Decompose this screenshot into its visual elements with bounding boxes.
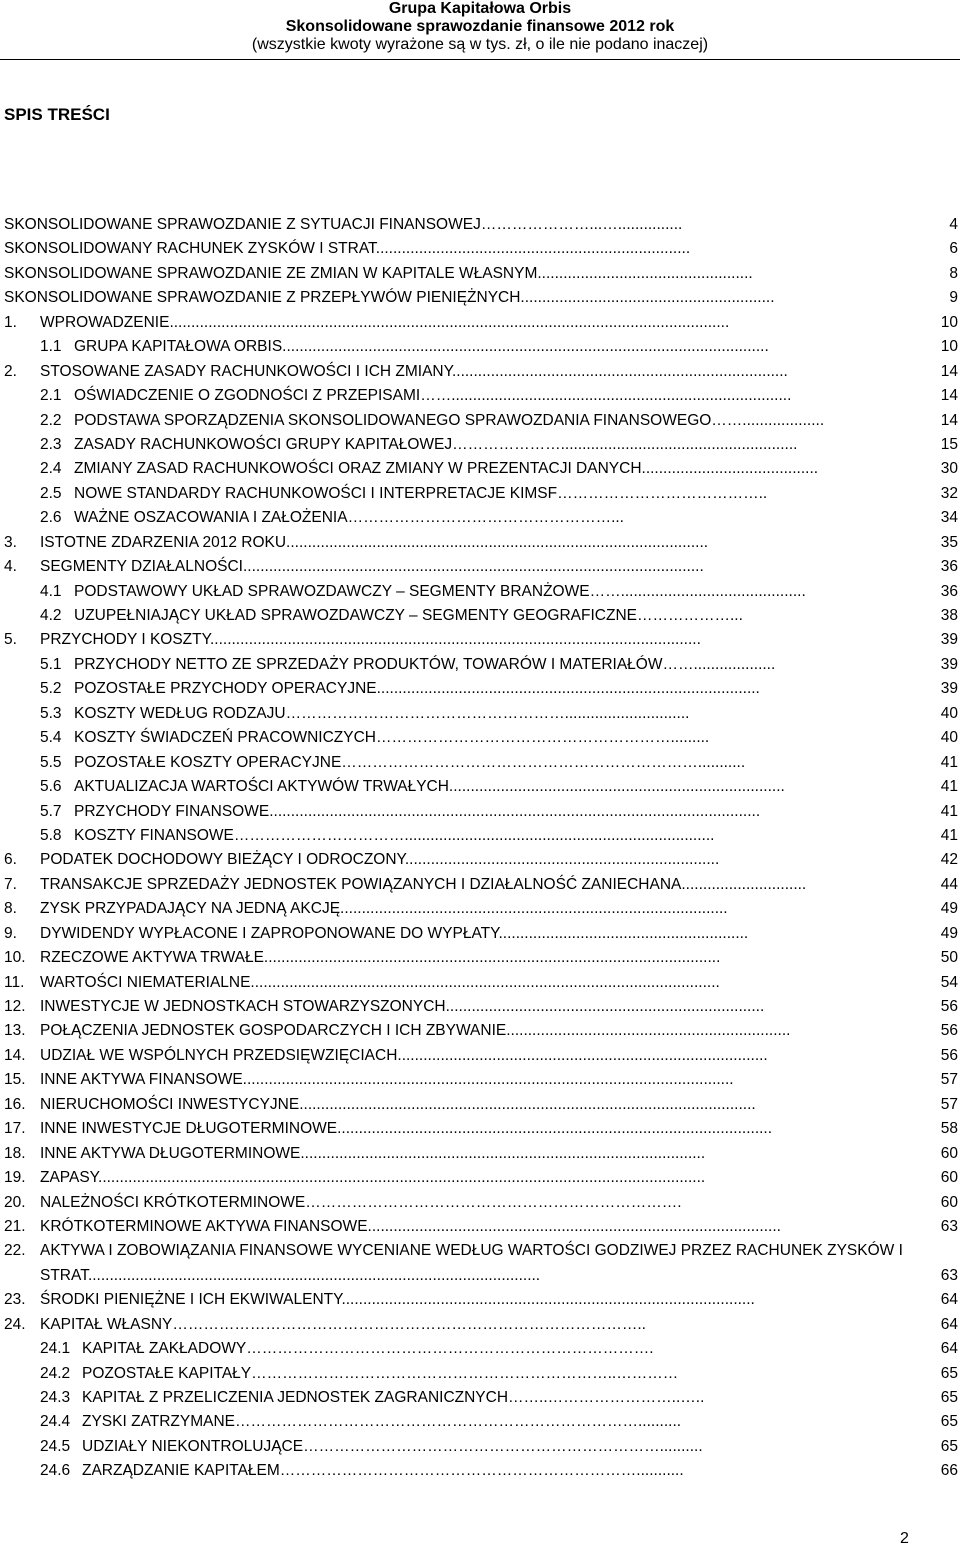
toc-entry-number: 15. (4, 1071, 26, 1089)
toc-entry-number: 13. (4, 1022, 26, 1040)
toc-entry-title: AKTUALIZACJA WARTOŚCI AKTYWÓW TRWAŁYCH.............................................................................. (74, 778, 785, 796)
toc-entry[interactable] (4, 1068, 958, 1092)
toc-entry-number: 5.6 (40, 778, 62, 796)
toc-entry-title: SKONSOLIDOWANE SPRAWOZDANIE ZE ZMIAN W KAPITALE WŁASNYM.................................................. (4, 264, 753, 282)
toc-entry-page: 49 (940, 900, 958, 918)
toc-entry-number: 20. (4, 1193, 26, 1211)
toc-entry[interactable] (4, 433, 958, 457)
toc-entry[interactable] (4, 995, 958, 1019)
toc-entry-title: POZOSTAŁE KAPITAŁY……………………………………………………………..………… (82, 1364, 679, 1382)
toc-entry[interactable] (4, 457, 958, 481)
toc-entry-number: 24.4 (40, 1413, 71, 1431)
toc-entry-page: 56 (940, 1022, 958, 1040)
toc-entry-title: ZASADY RACHUNKOWOŚCI GRUPY KAPITAŁOWEJ…………………....................................................... (74, 435, 798, 453)
toc-entry-number: 11. (4, 973, 25, 991)
toc-entry[interactable] (4, 1117, 958, 1141)
toc-entry-page: 41 (940, 753, 958, 771)
toc-entry-title: ZYSK PRZYPADAJĄCY NA JEDNĄ AKCJĘ.......................................................................................... (40, 900, 728, 918)
toc-entry[interactable] (4, 946, 958, 970)
toc-entry[interactable] (4, 1435, 958, 1459)
toc-entry-title: TRANSAKCJE SPRZEDAŻY JEDNOSTEK POWIĄZANYCH I DZIAŁALNOŚĆ ZANIECHANA............................. (40, 875, 807, 893)
toc-entry-number: 24. (4, 1315, 26, 1333)
toc-entry-title: KAPITAŁ ZAKŁADOWY……………………………………………………………………. (82, 1340, 654, 1358)
toc-entry-number: 5.1 (40, 655, 62, 673)
toc-entry-number: 24.2 (40, 1364, 71, 1382)
toc-entry-number: 18. (4, 1144, 26, 1162)
toc-entry-title: KAPITAŁ WŁASNY……………………………………………………………………………….. (40, 1315, 646, 1333)
toc-entry-page: 32 (940, 484, 958, 502)
toc-entry-number: 22. (4, 1242, 26, 1260)
toc-entry-number: 21. (4, 1217, 26, 1235)
toc-entry[interactable] (4, 677, 958, 701)
toc-entry-title: PODSTAWA SPORZĄDZENIA SKONSOLIDOWANEGO SPRAWOZDANIA FINANSOWEGO……................... (74, 411, 825, 429)
toc-entry-number: 2. (4, 362, 17, 380)
toc-entry-page: 56 (940, 998, 958, 1015)
toc-entry[interactable] (4, 1337, 958, 1361)
toc-entry-title: ŚRODKI PIENIĘŻNE I ICH EKWIWALENTY................................................................................................ (40, 1291, 755, 1309)
toc-entry-page: 36 (940, 558, 958, 576)
toc-entry-number: 2.5 (40, 484, 62, 502)
toc-entry-page: 39 (940, 631, 958, 649)
toc-entry[interactable] (4, 775, 958, 799)
toc-entry-title: KRÓTKOTERMINOWE AKTYWA FINANSOWE................................................................................................ (40, 1217, 781, 1235)
toc-entry[interactable] (4, 360, 958, 384)
toc-entry-number: 5.7 (40, 802, 62, 820)
toc-entry-page: 35 (940, 533, 958, 551)
toc-entry[interactable] (4, 702, 958, 726)
toc-entry[interactable] (4, 604, 958, 628)
toc-entry-title: AKTYWA I ZOBOWIĄZANIA FINANSOWE WYCENIANE WEDŁUG WARTOŚCI GODZIWEJ PRZEZ RACHUNEK ZYSKÓW I STRAT......................................................................................................... (40, 1242, 903, 1284)
toc-entry-page: 9 (949, 289, 958, 307)
toc-entry-number: 5.4 (40, 729, 62, 747)
toc-entry-page: 6 (949, 240, 958, 258)
toc-entry-number: 2.4 (40, 460, 62, 478)
toc-entry-title: ZMIANY ZASAD RACHUNKOWOŚCI ORAZ ZMIANY W PREZENTACJI DANYCH......................................... (74, 460, 819, 478)
toc-entry-number: 14. (4, 1046, 26, 1064)
toc-entry-title: WAŻNE OSZACOWANIA I ZAŁOŻENIA……………………………………………... (74, 509, 624, 527)
toc-entry[interactable] (4, 897, 958, 921)
toc-entry-page: 58 (940, 1120, 958, 1138)
toc-entry[interactable] (4, 1142, 958, 1166)
toc-entry-title: ZYSKI ZATRZYMANE…………………………………………………………………….......... (82, 1413, 682, 1431)
toc-entry-title: GRUPA KAPITAŁOWA ORBIS................................................................................................................. (74, 338, 769, 356)
toc-entry[interactable] (4, 237, 958, 261)
toc-entry-title: PRZYCHODY NETTO ZE SPRZEDAŻY PRODUKTÓW, TOWARÓW I MATERIAŁÓW……................... (74, 655, 776, 673)
toc-entry-page: 39 (940, 655, 958, 673)
toc-entry-page: 65 (940, 1413, 958, 1431)
toc-entry-page: 64 (940, 1291, 958, 1309)
toc-entry-page: 50 (940, 949, 958, 967)
toc-entry-page: 14 (940, 362, 958, 380)
page-header (0, 0, 960, 54)
toc-entry-number: 1. (4, 313, 17, 331)
toc-entry-title: POŁĄCZENIA JEDNOSTEK GOSPODARCZYCH I ICH ZBYWANIE.................................................................. (40, 1022, 791, 1040)
toc-entry-page: 64 (940, 1315, 958, 1333)
toc-entry[interactable] (4, 1362, 958, 1386)
toc-entry-number: 23. (4, 1291, 26, 1309)
toc-entry-page: 60 (940, 1144, 958, 1162)
toc-entry-page: 4 (949, 216, 958, 233)
toc-entry[interactable] (4, 311, 958, 335)
toc-entry[interactable] (4, 1215, 958, 1239)
toc-entry-number: 2.6 (40, 509, 62, 527)
toc-entry-page: 60 (940, 1193, 958, 1211)
toc-entry-title: UZUPEŁNIAJĄCY UKŁAD SPRAWOZDAWCZY – SEGMENTY GEOGRAFICZNE………………... (74, 607, 743, 624)
toc-entry[interactable] (4, 751, 958, 775)
toc-entry-title: PRZYCHODY FINANSOWE.................................................................................................................. (74, 802, 761, 820)
toc-entry[interactable] (4, 1410, 958, 1434)
toc-entry[interactable] (4, 580, 958, 604)
toc-entry-number: 4.1 (40, 582, 62, 600)
toc-entry[interactable] (4, 213, 958, 237)
toc-entry-page: 42 (940, 851, 958, 869)
toc-entry-title: UDZIAŁ WE WSPÓLNYCH PRZEDSIĘWZIĘCIACH...................................................................................... (40, 1046, 768, 1064)
toc-entry-number: 24.3 (40, 1389, 71, 1407)
toc-entry-number: 17. (4, 1120, 26, 1138)
toc-entry[interactable] (4, 555, 958, 579)
toc-entry[interactable] (4, 482, 958, 506)
toc-entry-number: 5. (4, 631, 17, 649)
toc-entry-title: ZAPASY............................................................................................................................................. (40, 1169, 706, 1187)
toc-entry-page: 57 (940, 1071, 958, 1089)
toc-entry-page: 10 (940, 313, 958, 331)
toc-entry-page: 57 (940, 1095, 958, 1113)
header-divider (0, 59, 960, 60)
toc-entry-page: 63 (940, 1217, 958, 1235)
toc-entry-page: 14 (940, 387, 958, 405)
toc-entry-title: INNE INWESTYCJE DŁUGOTERMINOWE..................................................................................................... (40, 1120, 773, 1138)
toc-entry-title: UDZIAŁY NIEKONTROLUJĄCE…………………………………………………………….......... (82, 1437, 703, 1455)
toc-entry-number: 7. (4, 875, 17, 893)
toc-entry-title: POZOSTAŁE KOSZTY OPERACYJNE……………………………………………………………........... (74, 753, 746, 771)
toc-entry-number: 16. (4, 1095, 26, 1113)
toc-entry-title: SKONSOLIDOWANE SPRAWOZDANIE Z PRZEPŁYWÓW PIENIĘŻNYCH........................................................... (4, 289, 775, 307)
toc-entry[interactable] (4, 1044, 958, 1068)
toc-entry-title: KOSZTY FINANSOWE……………………………........................................................................ (74, 826, 715, 844)
toc-entry-number: 12. (4, 998, 26, 1015)
toc-entry[interactable] (4, 800, 958, 824)
toc-entry-number: 5.3 (40, 704, 62, 722)
page-number: 2 (900, 1530, 909, 1547)
toc-entry-title: WARTOŚCI NIEMATERIALNE............................................................................................................. (40, 973, 720, 991)
toc-entry-title: OŚWIADCZENIE O ZGODNOŚCI Z PRZEPISAMI……............................................................................... (74, 387, 792, 405)
toc-entry-title: KAPITAŁ Z PRZELICZENIA JEDNOSTEK ZAGRANICZNYCH……..……………………..….. (82, 1389, 705, 1407)
toc-entry-title: SEGMENTY DZIAŁALNOŚCI........................................................................................................... (40, 558, 704, 576)
toc-entry-title: KOSZTY WEDŁUG RODZAJU………………………………………………............................. (74, 704, 690, 722)
toc-entry[interactable] (4, 971, 958, 995)
toc-title: SPIS TREŚCI (4, 105, 110, 124)
toc-entry[interactable] (4, 286, 958, 310)
toc-entry-page: 41 (940, 802, 958, 820)
toc-entry[interactable] (4, 1019, 958, 1043)
toc-entry-number: 24.6 (40, 1462, 71, 1480)
toc-entry-title: NOWE STANDARDY RACHUNKOWOŚCI I INTERPRETACJE KIMSF………………………………….. (74, 484, 768, 502)
toc-entry-page: 36 (940, 582, 958, 600)
toc-entry-title: INNE AKTYWA FINANSOWE.................................................................................................................. (40, 1071, 734, 1089)
toc-entry-page: 34 (940, 509, 958, 527)
toc-entry[interactable] (4, 1386, 958, 1410)
toc-entry-number: 2.3 (40, 435, 62, 453)
toc-entry-title: POZOSTAŁE PRZYCHODY OPERACYJNE......................................................................................... (74, 680, 760, 698)
toc-entry-number: 9. (4, 924, 17, 942)
toc-entry-page: 40 (940, 704, 958, 722)
toc-entry-number: 24.5 (40, 1437, 71, 1455)
toc-entry[interactable] (4, 506, 958, 530)
toc-entry-title: PODSTAWOWY UKŁAD SPRAWOZDAWCZY – SEGMENTY BRANŻOWE……........................................... (74, 582, 806, 600)
toc-entry-number: 5.8 (40, 826, 62, 844)
toc-entry[interactable] (4, 1191, 958, 1215)
toc-entry[interactable] (4, 384, 958, 408)
toc-entry-page: 38 (940, 607, 958, 624)
toc-entry-title: SKONSOLIDOWANE SPRAWOZDANIE Z SYTUACJI FINANSOWEJ…………………...…............... (4, 216, 683, 233)
toc-entry-number: 10. (4, 949, 26, 967)
toc-entry-number: 3. (4, 533, 17, 551)
toc-entry-page: 15 (940, 435, 958, 453)
toc-entry-number: 24.1 (40, 1340, 71, 1358)
toc-entry-page: 8 (949, 264, 958, 282)
toc-entry-page: 41 (940, 778, 958, 796)
toc-entry-number: 5.5 (40, 753, 62, 771)
toc-entry[interactable] (4, 726, 958, 750)
toc-entry[interactable] (4, 335, 958, 359)
toc-entry[interactable] (4, 873, 958, 897)
toc-entry-title: WPROWADZENIE.................................................................................................................................. (40, 313, 730, 331)
toc-entry[interactable] (4, 824, 958, 848)
toc-entry[interactable] (4, 531, 958, 555)
toc-entry-page: 65 (940, 1437, 958, 1455)
toc-entry-number: 2.1 (40, 387, 62, 405)
toc-entry[interactable] (4, 1093, 958, 1117)
toc-entry-page: 65 (940, 1364, 958, 1382)
toc-entry[interactable] (4, 1313, 958, 1337)
toc-entry-page: 65 (940, 1389, 958, 1407)
toc-entry[interactable] (4, 628, 958, 652)
toc-entry-page: 54 (940, 973, 958, 991)
toc-entry-page: 44 (940, 875, 958, 893)
toc-entry[interactable] (4, 1239, 958, 1288)
toc-entry-page: 63 (940, 1266, 958, 1284)
toc-entry-title: NIERUCHOMOŚCI INWESTYCYJNE.......................................................................................................... (40, 1095, 756, 1113)
toc-entry-title: DYWIDENDY WYPŁACONE I ZAPROPONOWANE DO WYPŁATY.......................................................... (40, 924, 749, 942)
toc-entry-page: 41 (940, 826, 958, 844)
toc-entry[interactable] (4, 409, 958, 433)
toc-entry-page: 40 (940, 729, 958, 747)
toc-entry-title: INNE AKTYWA DŁUGOTERMINOWE.............................................................................................. (40, 1144, 706, 1162)
toc-entry-page: 39 (940, 680, 958, 698)
toc-entry-title: PODATEK DOCHODOWY BIEŻĄCY I ODROCZONY......................................................................... (40, 851, 720, 869)
amount-note: (wszystkie kwoty wyrażone są w tys. zł, o ile nie podano inaczej) (251, 36, 709, 53)
toc-entry-title: KOSZTY ŚWIADCZEŃ PRACOWNICZYCH…………………………………………………......... (74, 729, 710, 747)
toc-entry-title: SKONSOLIDOWANY RACHUNEK ZYSKÓW I STRAT......................................................................... (4, 240, 691, 258)
toc-entry-number: 4.2 (40, 607, 62, 624)
toc-entry-page: 60 (940, 1169, 958, 1187)
toc-entry-number: 4. (4, 558, 17, 576)
company-name: Grupa Kapitałowa Orbis (388, 0, 572, 17)
toc-entry-number: 8. (4, 900, 17, 918)
toc-entry-title: NALEŻNOŚCI KRÓTKOTERMINOWE………………………………………………………………. (40, 1193, 682, 1211)
toc-entry[interactable] (4, 1459, 958, 1483)
toc-entry-number: 2.2 (40, 411, 62, 429)
toc-entry-page: 30 (940, 460, 958, 478)
toc-entry-number: 6. (4, 851, 17, 869)
toc-entry-title: STOSOWANE ZASADY RACHUNKOWOŚCI I ICH ZMIANY.............................................................................. (40, 362, 788, 380)
toc-entry-page: 66 (940, 1462, 958, 1480)
toc-entry-title: ZARZĄDZANIE KAPITAŁEM……………………………………………………………........... (82, 1462, 684, 1480)
toc-entry-title: PRZYCHODY I KOSZTY.................................................................................................................. (40, 631, 701, 649)
toc-entry[interactable] (4, 848, 958, 872)
toc-entry-number: 19. (4, 1169, 26, 1187)
toc-entry-page: 64 (940, 1340, 958, 1358)
toc-entry-number: 5.2 (40, 680, 62, 698)
toc-entry-page: 56 (940, 1046, 958, 1064)
toc-entry-title: ISTOTNE ZDARZENIA 2012 ROKU.................................................................................................. (40, 533, 709, 551)
table-of-contents (4, 213, 958, 1484)
toc-entry[interactable] (4, 922, 958, 946)
toc-entry[interactable] (4, 1166, 958, 1190)
toc-entry-number: 1.1 (40, 338, 62, 356)
toc-entry[interactable] (4, 1288, 958, 1312)
report-title: Skonsolidowane sprawozdanie finansowe 2012 rok (285, 18, 675, 35)
toc-entry-page: 14 (940, 411, 958, 429)
toc-entry[interactable] (4, 262, 958, 286)
toc-entry[interactable] (4, 653, 958, 677)
toc-entry-page: 10 (940, 338, 958, 356)
toc-entry-page: 49 (940, 924, 958, 942)
toc-entry-title: INWESTYCJE W JEDNOSTKACH STOWARZYSZONYCH.......................................................................... (40, 998, 765, 1015)
toc-entry-title: RZECZOWE AKTYWA TRWAŁE.......................................................................................................... (40, 949, 721, 967)
